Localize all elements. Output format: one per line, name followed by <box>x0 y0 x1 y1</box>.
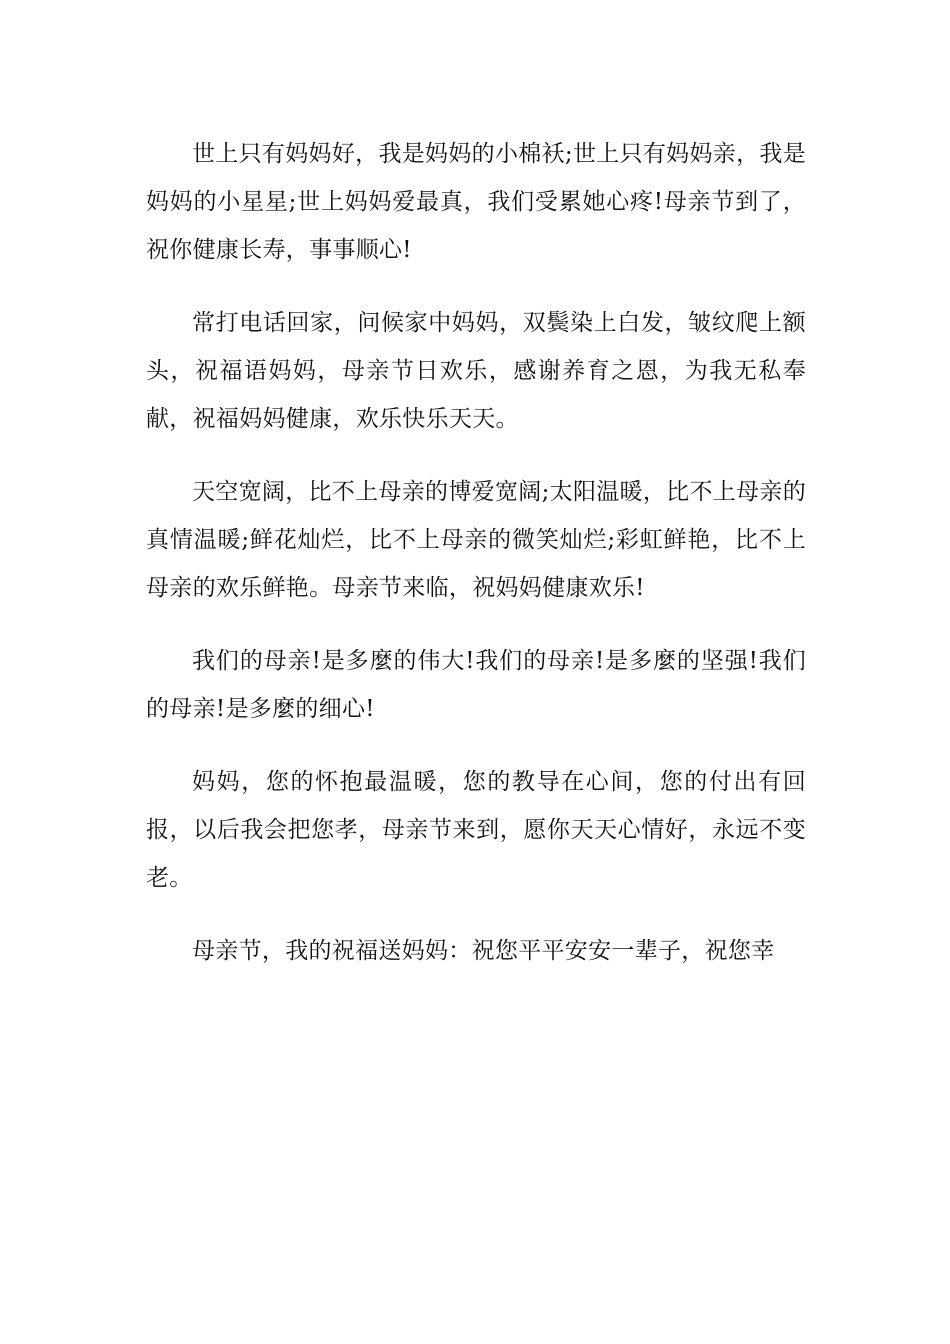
paragraph-3: 天空宽阔，比不上母亲的博爱宽阔;太阳温暖，比不上母亲的真情温暖;鲜花灿烂，比不上母亲的微笑灿烂;彩虹鲜艳，比不上母亲的欢乐鲜艳。母亲节来临，祝妈妈健康欢乐! <box>146 479 806 601</box>
document-page <box>146 130 806 1000</box>
paragraph-6: 母亲节，我的祝福送妈妈：祝您平平安安一辈子，祝您幸 <box>192 938 775 964</box>
paragraph-1: 世上只有妈妈好，我是妈妈的小棉袄;世上只有妈妈亲，我是妈妈的小星星;世上妈妈爱最真，我们受累她心疼!母亲节到了，祝你健康长寿，事事顺心! <box>146 141 806 263</box>
paragraph-5: 妈妈，您的怀抱最温暖，您的教导在心间，您的付出有回报，以后我会把您孝，母亲节来到，愿你天天心情好，永远不变老。 <box>146 769 806 891</box>
paragraph-4: 我们的母亲!是多麼的伟大!我们的母亲!是多麼的坚强!我们的母亲!是多麼的细心! <box>146 648 806 722</box>
paragraph-2: 常打电话回家，问候家中妈妈，双鬓染上白发，皱纹爬上额头，祝福语妈妈，母亲节日欢乐，感谢养育之恩，为我无私奉献，祝福妈妈健康，欢乐快乐天天。 <box>146 310 806 432</box>
